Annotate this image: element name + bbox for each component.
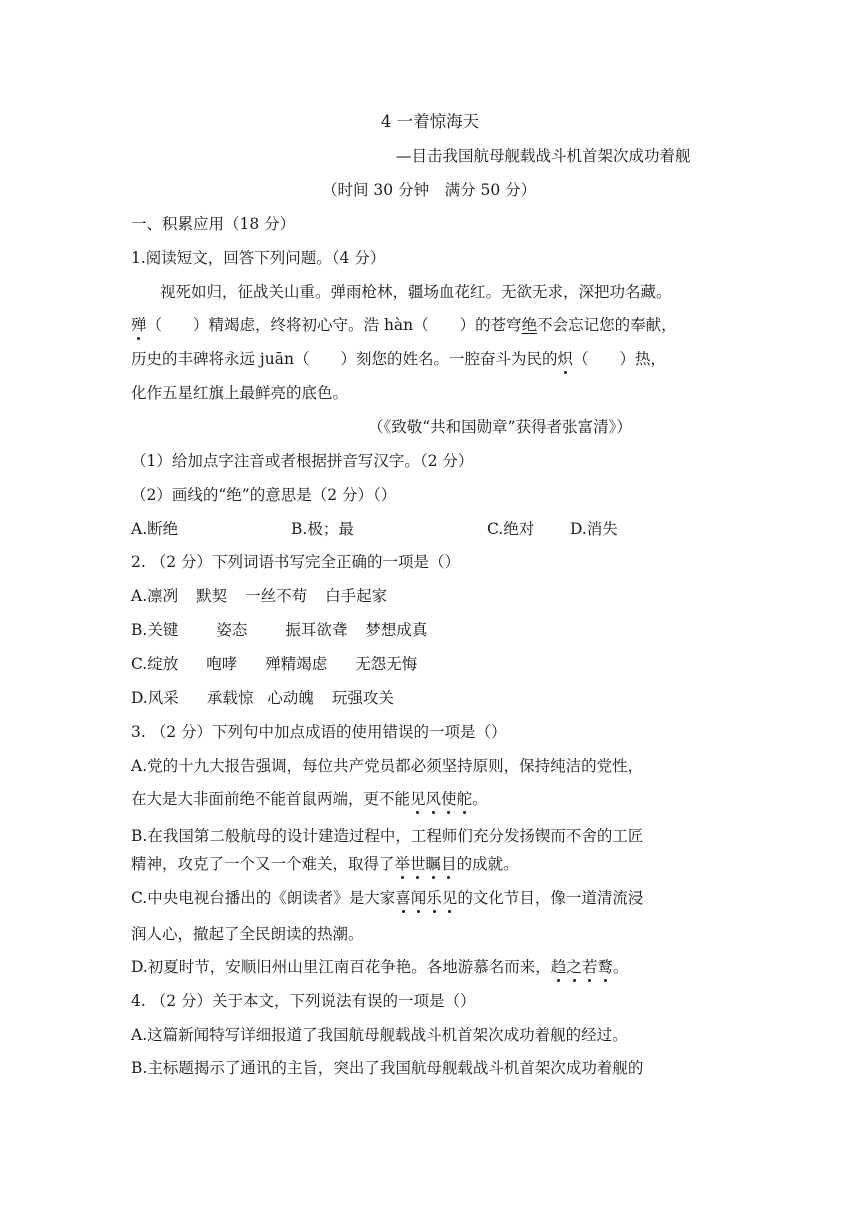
word: 承载惊 [206, 689, 254, 707]
question-1-sub-1: （1）给加点字注音或者根据拼音写汉字。（2 分） [131, 452, 474, 470]
passage-text: （ ）热， [572, 350, 666, 368]
q3-option-c-line-2: 润人心，撤起了全民朗读的热潮。 [131, 925, 364, 943]
word: 殚精竭虑 [265, 655, 328, 673]
q1-option-c: C.绝对 [487, 520, 535, 538]
passage-text: 历史的丰碑将永远 juān（ ）刻您的姓名。一腔奋斗为民的 [131, 350, 558, 368]
dotted-char: 鹜 [597, 958, 613, 976]
option-text: 的文化节目，像一道清流浸 [457, 889, 644, 907]
section-heading: 一、积累应用（18 分） [131, 215, 296, 233]
passage-line-1: 视死如归，征战关山重。弹雨枪林，疆场血花红。无欲无求，深把功名藏。 [160, 283, 672, 301]
passage-text: （ ）精竭虑，终将初心守。浩 hàn（ ）的苍穹 [146, 316, 522, 334]
passage-line-3 [131, 349, 666, 369]
q2-option-d [131, 688, 394, 708]
dotted-char: 喜 [395, 889, 411, 907]
dotted-char: 使 [441, 790, 457, 808]
word: 玩强攻关 [331, 689, 394, 707]
page-title: 4 一着惊海天 [380, 112, 480, 131]
q1-option-b: B.极；最 [291, 520, 354, 538]
dotted-char: 世 [410, 855, 426, 873]
q3-option-b-line-1: B.在我国第二般航母的设计建造过程中，工程师们充分发扬锲而不舍的工匠 [131, 827, 644, 845]
passage-source: （《致敬“共和国勋章”获得者张富清》） [368, 418, 632, 436]
dotted-char: 之 [566, 958, 582, 976]
time-info: （时间 30 分钟 满分 50 分） [322, 181, 537, 199]
passage-line-2 [131, 315, 677, 335]
dotted-char: 举 [394, 855, 411, 873]
q3-option-d [131, 957, 628, 977]
question-1-stem: 1.阅读短文，回答下列问题。（4 分） [131, 249, 386, 267]
passage-text: 不会忘记您的奉献， [537, 316, 677, 334]
word: B.关键 [131, 621, 179, 639]
question-3-stem: 3. （2 分）下列句中加点成语的使用错误的一项是（） [131, 723, 507, 741]
option-text: 在大是大非面前绝不能首鼠两端，更不能 [131, 790, 411, 808]
dotted-char: 殚 [131, 316, 147, 334]
dotted-char: 乐 [426, 889, 442, 907]
word: 咆哮 [206, 655, 238, 673]
underlined-char: 绝 [521, 316, 538, 334]
dotted-char: 闻 [410, 889, 427, 907]
question-1-sub-2: （2）画线的“绝”的意思是（2 分）（） [131, 486, 397, 504]
dotted-char: 瞩 [425, 855, 442, 873]
word: 无怨无悔 [355, 655, 418, 673]
word: D.风采 [131, 689, 179, 707]
word: 梦想成真 [365, 621, 428, 639]
dotted-char: 见 [410, 790, 426, 808]
option-text: 。 [472, 790, 488, 808]
option-text: C.中央电视台播出的《朗读者》是大家 [131, 889, 396, 907]
option-text: 精神，攻克了一个又一个难关，取得了 [131, 855, 395, 873]
q1-option-d: D.消失 [570, 520, 618, 538]
dotted-char: 舵 [456, 790, 473, 808]
word: 默契 [196, 587, 228, 605]
dotted-char: 风 [425, 790, 442, 808]
word: 一丝不苟 [245, 587, 308, 605]
q3-option-b-line-2 [131, 854, 519, 874]
page-subtitle: —目击我国航母舰载战斗机首架次成功着舰 [396, 147, 691, 165]
question-4-stem: 4. （2 分）关于本文，下列说法有误的一项是（） [131, 992, 476, 1010]
q2-option-c [131, 654, 417, 674]
dotted-char: 趋 [550, 958, 567, 976]
word: 振耳欲聋 [285, 621, 348, 639]
q4-option-a: A.这篇新闻特写详细报道了我国航母舰载战斗机首架次成功着舰的经过。 [131, 1026, 628, 1044]
dotted-char: 若 [581, 958, 598, 976]
option-text: D.初夏时节，安顺旧州山里江南百花争艳。各地游慕名而来， [131, 958, 551, 976]
passage-line-4: 化作五星红旗上最鲜亮的底色。 [131, 384, 349, 402]
q4-option-b: B.主标题揭示了通讯的主旨，突出了我国航母舰载战斗机首架次成功着舰的 [131, 1059, 644, 1077]
q3-option-c-line-1 [131, 888, 643, 908]
q3-option-a-line-2 [131, 789, 488, 809]
q2-option-b [131, 620, 427, 640]
q2-option-a [131, 586, 387, 606]
q3-option-a-line-1: A.党的十九大报告强调，每位共产党员都必须坚持原则，保持纯洁的党性， [131, 757, 644, 775]
q1-option-a: A.断绝 [131, 520, 179, 538]
word: 白手起家 [325, 587, 388, 605]
dotted-char: 目 [441, 855, 457, 873]
option-text: 。 [612, 958, 629, 976]
word: A.凛冽 [131, 587, 179, 605]
dotted-char: 见 [441, 889, 458, 907]
word: 姿态 [216, 621, 248, 639]
word: C.绽放 [131, 655, 179, 673]
option-text: 的成就。 [456, 855, 519, 873]
dotted-char: 炽 [557, 350, 573, 368]
question-2-stem: 2. （2 分）下列词语书写完全正确的一项是（） [131, 553, 461, 571]
word: 心动魄 [267, 689, 314, 707]
